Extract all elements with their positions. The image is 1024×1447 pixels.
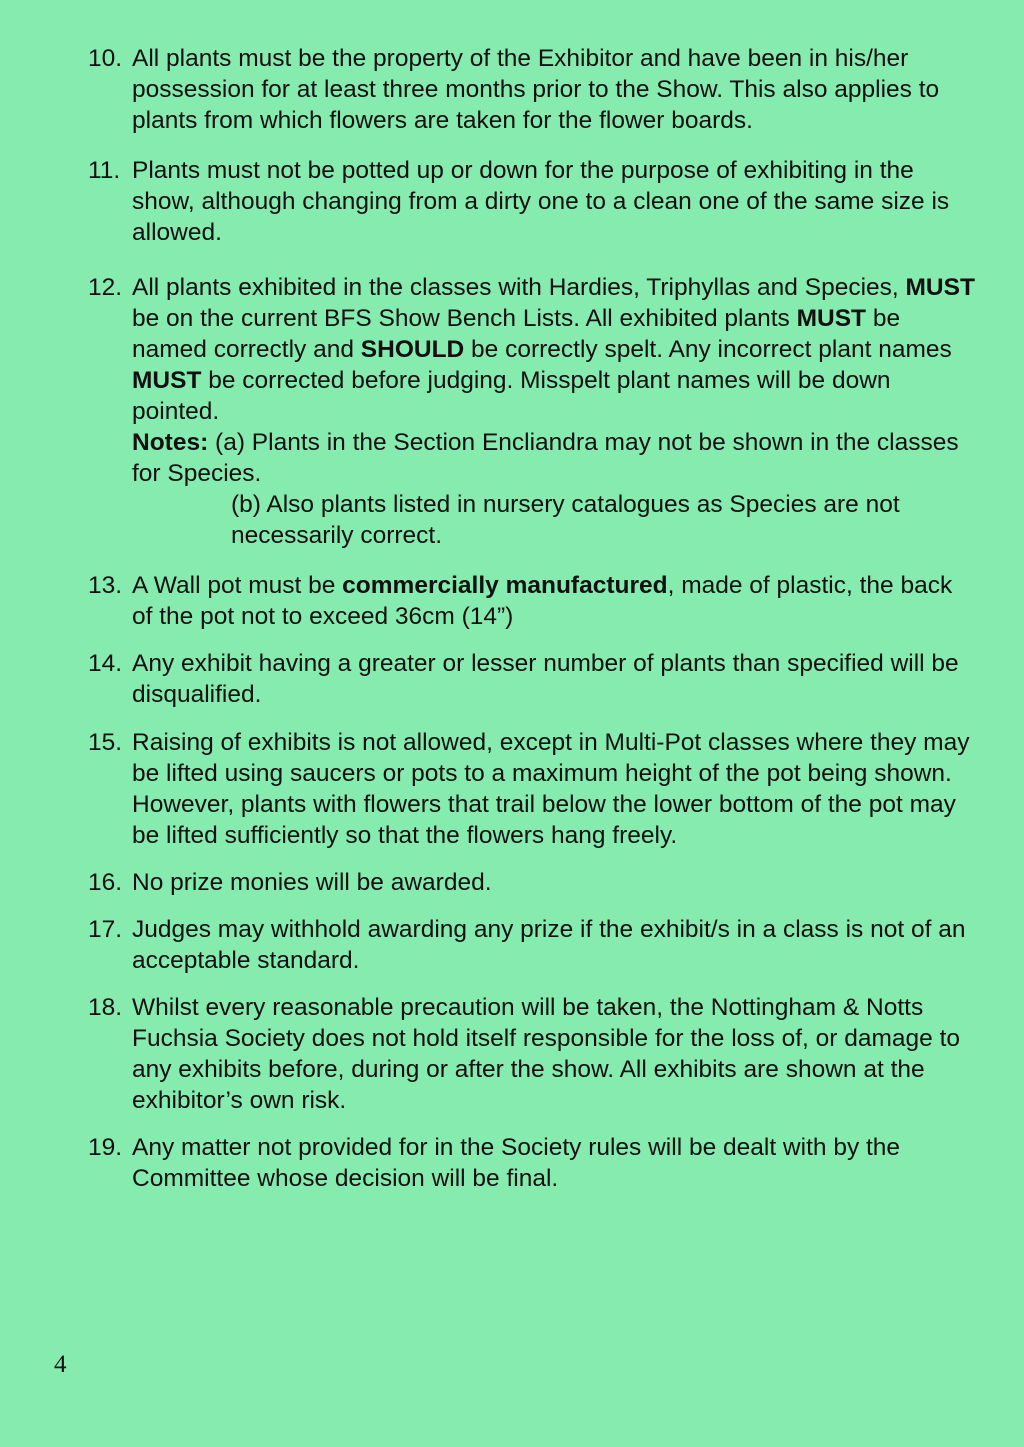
rule-text: Plants must not be potted up or down for the purpose of exhibiting in the show, although changing from a dirty one to a clean one of the same size is allowed. — [132, 157, 950, 246]
rule-number: 18. — [88, 994, 123, 1021]
rule-text-segment: All plants exhibited in the classes with Hardies, Triphyllas and Species, — [132, 274, 906, 301]
rule-item — [88, 570, 978, 632]
rule-text-segment: , made of plastic, the back of the pot not to exceed 36cm (14”) — [132, 572, 953, 630]
emphasis-must: MUST — [132, 367, 202, 394]
rule-number: 16. — [88, 869, 123, 896]
rule-item — [88, 727, 978, 851]
rule-number: 13. — [88, 572, 123, 599]
rule-item — [88, 992, 978, 1116]
rules-list — [88, 43, 978, 1194]
note-b: (b) Also plants listed in nursery catalogues as Species are not necessarily correct. — [231, 491, 900, 549]
rule-item — [88, 272, 978, 551]
rule-number: 12. — [88, 274, 123, 301]
rule-text: Judges may withhold awarding any prize if the exhibit/s in a class is not of an acceptable standard. — [132, 916, 966, 974]
page-number: 4 — [54, 1351, 67, 1378]
rule-text: Whilst every reasonable precaution will be taken, the Nottingham & Notts Fuchsia Society does not hold itself responsible for the loss of, or damage to any exhibits before, during or after the show. All exhibits are shown at the exhibitor’s own risk. — [132, 994, 961, 1114]
rule-item — [88, 43, 978, 136]
emphasis-should: SHOULD — [360, 336, 465, 363]
note-a: (a) Plants in the Section Encliandra may not be shown in the classes for Species. — [132, 429, 959, 487]
emphasis-must: MUST — [796, 305, 867, 332]
rule-item — [88, 1132, 978, 1194]
rule-item — [88, 648, 978, 710]
rule-text: Any exhibit having a greater or lesser number of plants than specified will be disqualified. — [132, 650, 959, 708]
rule-item — [88, 914, 978, 976]
rule-text-segment: A Wall pot must be — [132, 572, 343, 599]
rule-text: Any matter not provided for in the Society rules will be dealt with by the Committee whose decision will be final. — [132, 1134, 901, 1192]
emphasis-commercially-manufactured: commercially manufactured — [342, 572, 668, 599]
rule-notes — [132, 427, 978, 489]
rule-number: 19. — [88, 1134, 123, 1161]
rule-number: 10. — [88, 45, 123, 72]
rule-text-segment: be on the current BFS Show Bench Lists. All exhibited plants — [132, 305, 797, 332]
rule-text-segment: be named correctly and — [132, 305, 901, 363]
rule-text — [132, 272, 978, 551]
rule-text-segment: be correctly spelt. Any incorrect plant names — [464, 336, 952, 363]
rule-number: 17. — [88, 916, 123, 943]
rule-item — [88, 155, 978, 248]
rule-number: 15. — [88, 729, 123, 756]
rule-item — [88, 867, 978, 898]
rule-number: 14. — [88, 650, 123, 677]
emphasis-must: MUST — [905, 274, 975, 301]
rule-number: 11. — [88, 157, 121, 184]
rule-text: Raising of exhibits is not allowed, except in Multi-Pot classes where they may be lifted using saucers or pots to a maximum height of the pot being shown. However, plants with flowers that trail below the lower bottom of the pot may be lifted sufficiently so that the flowers hang freely. — [132, 729, 970, 849]
rule-text — [132, 570, 978, 632]
rule-text: No prize monies will be awarded. — [132, 869, 492, 896]
rule-text: All plants must be the property of the Exhibitor and have been in his/her possession for at least three months prior to the Show. This also applies to plants from which flowers are taken for the flower boards. — [132, 45, 940, 134]
notes-label: Notes: — [132, 429, 209, 456]
rule-text-segment: be corrected before judging. Misspelt plant names will be down pointed. — [132, 367, 891, 425]
